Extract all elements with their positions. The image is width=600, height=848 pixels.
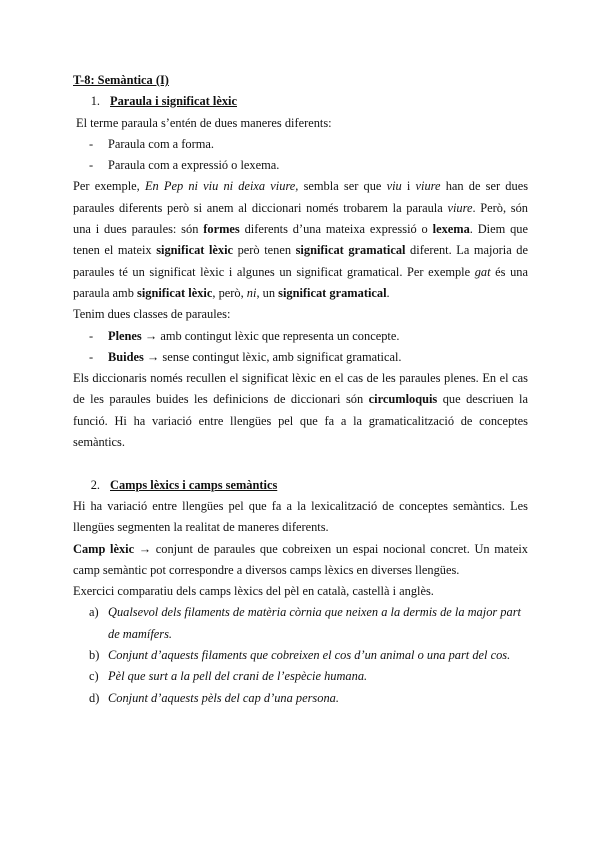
list-item-text: Conjunt d’aquests pèls del cap d’una persona. — [108, 690, 339, 705]
dash-marker: - — [89, 158, 94, 173]
text-run: Per exemple, — [73, 179, 145, 194]
key-term: significat lèxic — [137, 285, 213, 300]
dash-marker: - — [89, 136, 94, 151]
list-item-text — [108, 326, 399, 347]
word-classes-intro: Tenim dues classes de paraules: — [73, 307, 231, 322]
text-run: . Però, són una i dues paraules: són — [73, 200, 528, 237]
text-run: sembla ser que — [298, 179, 387, 194]
text-run: → conjunt de paraules que cobreixen un espai nocional concret. Un mateix camp semàntic pot correspondre a diversos camps lèxics en diverses llengües. — [73, 541, 528, 577]
dash-marker: - — [89, 328, 94, 343]
list-item — [73, 602, 528, 645]
list-item-text: Conjunt d’aquests filaments que cobreixen el cos d’un animal o una part del cos. — [108, 648, 511, 663]
text-run: diferent. La majoria de paraules té un significat lèxic i algunes un significat gramatical. Per exemple — [73, 243, 528, 279]
text-run: , però, — [212, 285, 247, 300]
example-word: viure — [415, 179, 441, 194]
text-run: diferents d’una mateixa expressió o — [239, 222, 433, 237]
example-word: ni — [246, 285, 257, 300]
list-item — [73, 688, 528, 709]
key-term: significat gramatical — [278, 285, 387, 300]
list-item-text — [108, 347, 402, 368]
list-item — [73, 645, 528, 666]
section-2-heading — [73, 475, 528, 496]
item-marker: d) — [89, 690, 100, 705]
key-term: lexema — [432, 222, 470, 237]
document-title: T-8: Semàntica (I) — [73, 73, 169, 87]
section-1-number: 1. — [90, 94, 100, 109]
key-term: significat gramatical — [295, 243, 406, 258]
text-run: que descriuen la funció. Hi ha variació entre llengües pel que fa a la gramaticalització de conceptes semàntics. — [73, 392, 528, 450]
text-run: . — [386, 285, 390, 300]
dash-marker: - — [89, 349, 94, 364]
section-1-paragraph-1 — [73, 176, 528, 304]
section-2-number: 2. — [90, 477, 100, 492]
exercise-intro: Exercici comparatiu dels camps lèxics del pèl en català, castellà i anglès. — [73, 584, 434, 599]
text-run: i — [401, 179, 416, 194]
text-run: → sense contingut lèxic, amb significat gramatical. — [143, 349, 402, 364]
example-word: viu — [386, 179, 402, 194]
word-classes-list — [73, 326, 528, 369]
list-item — [73, 666, 528, 687]
item-marker: b) — [89, 648, 100, 663]
key-term: Buides — [108, 349, 144, 364]
example-phrase: En Pep ni viu ni deixa viure, — [144, 179, 299, 194]
text-run: és una paraula amb — [73, 264, 528, 300]
list-item — [73, 155, 528, 176]
key-term: Plenes — [108, 328, 142, 343]
text-run: Els diccionaris només recullen el significat lèxic en el cas de les paraules plenes. En el cas de les paraules buides les definicions de diccionari són — [73, 371, 528, 407]
text-run: han de ser dues paraules diferents però si anem al diccionari només trobarem la paraula — [73, 179, 529, 215]
section-2-paragraph-1: Hi ha variació entre llengües pel que fa a la lexicalització de conceptes semàntics. Les llengües segmenten la realitat de maneres diferents. — [73, 498, 528, 535]
exercise-list — [73, 602, 528, 708]
text-run: però tenen — [233, 243, 296, 258]
key-term: formes — [203, 222, 240, 237]
section-1-paragraph-2 — [73, 368, 528, 453]
spacer — [73, 453, 528, 474]
list-item-text: Paraula com a expressió o lexema. — [108, 158, 280, 173]
section-1-title: Paraula i significat lèxic — [110, 94, 237, 109]
key-term: Camp lèxic — [73, 541, 135, 556]
list-item — [73, 326, 528, 347]
list-item-text: Qualsevol dels filaments de matèria còrnia que neixen a la dermis de la major part de mamífers. — [108, 605, 521, 641]
section-1-intro: El terme paraula s’entén de dues maneres diferents: — [76, 115, 332, 130]
section-1-heading — [73, 91, 528, 112]
key-term: significat lèxic — [156, 243, 234, 258]
text-run: → amb contingut lèxic que representa un concepte. — [141, 328, 400, 343]
text-run: , un — [256, 285, 279, 300]
item-marker: c) — [89, 669, 99, 684]
list-item-text: Pèl que surt a la pell del crani de l’espècie humana. — [108, 669, 368, 684]
key-term: circumloquis — [368, 392, 438, 407]
item-marker: a) — [89, 605, 99, 620]
section-2-title: Camps lèxics i camps semàntics — [110, 477, 278, 492]
example-word: gat — [474, 264, 491, 279]
list-item — [73, 347, 528, 368]
list-item-text: Paraula com a forma. — [108, 136, 214, 151]
list-item — [73, 134, 528, 155]
text-run: . Diem que tenen el mateix — [73, 222, 529, 258]
word-meaning-list — [73, 134, 528, 177]
lexical-field-definition — [73, 539, 528, 582]
example-word: viure — [447, 200, 473, 215]
document-content — [73, 70, 528, 709]
